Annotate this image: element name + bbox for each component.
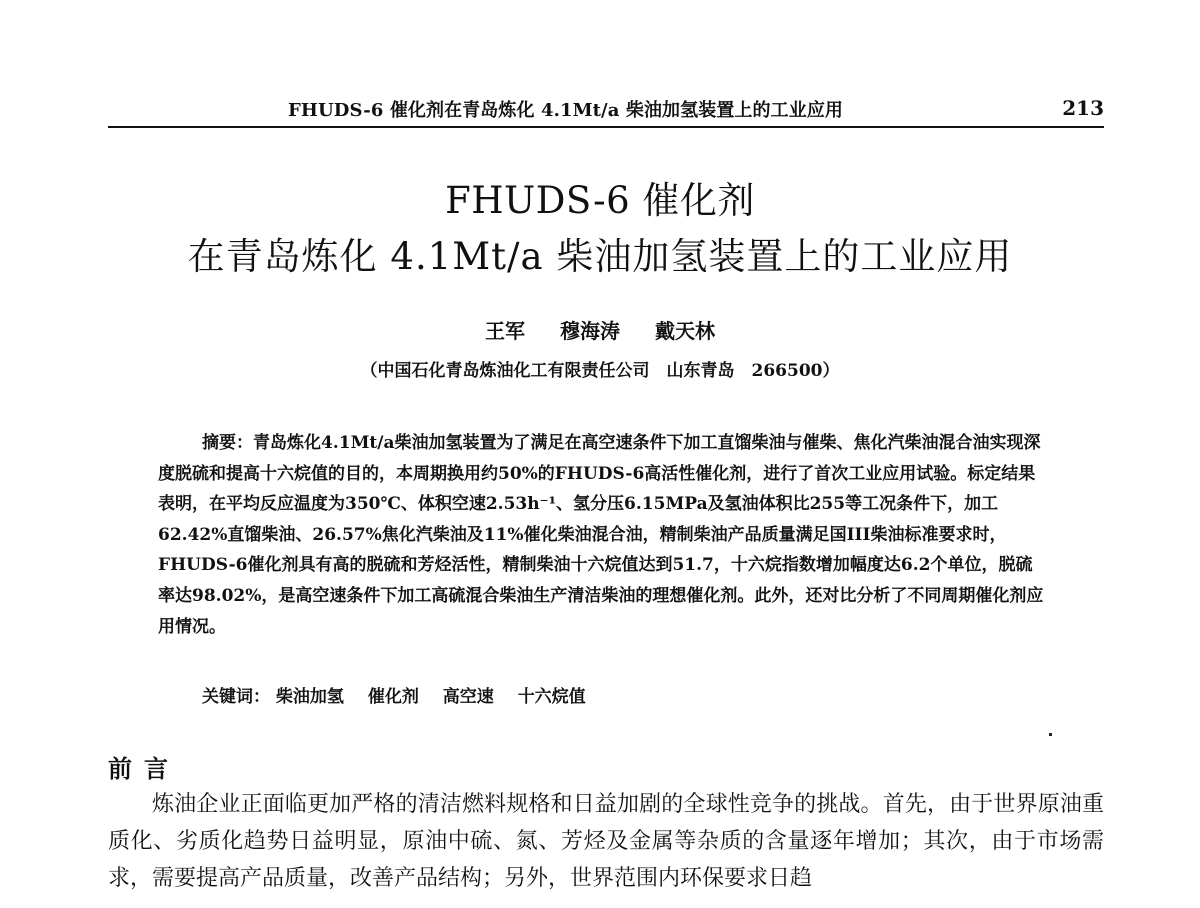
- running-header: [108, 96, 1104, 128]
- author-name: 王军: [485, 319, 526, 343]
- abstract-label: 摘要：: [202, 433, 253, 453]
- body-paragraph: 炼油企业正面临更加严格的清洁燃料规格和日益加剧的全球性竞争的挑战。首先，由于世界原油重质化、劣质化趋势日益明显，原油中硫、氮、芳烃及金属等杂质的含量逐年增加；其次，由于市场需求，需要提高产品质量，改善产品结构；另外，世界范围内环保要求日趋: [108, 792, 1104, 891]
- paper-title-line-2: 在青岛炼化 4.1Mt/a 柴油加氢装置上的工业应用: [187, 235, 1013, 278]
- running-title: FHUDS-6 催化剂在青岛炼化 4.1Mt/a 柴油加氢装置上的工业应用: [288, 100, 844, 121]
- author-affiliation: （中国石化青岛炼油化工有限责任公司 山东青岛 266500）: [360, 361, 840, 381]
- page-number: 213: [1062, 96, 1104, 120]
- keyword: 高空速: [442, 687, 494, 707]
- author-name: 穆海涛: [560, 319, 620, 343]
- section-body: [108, 786, 1104, 908]
- keywords-label: 关键词：: [202, 687, 270, 707]
- abstract: [158, 428, 1048, 642]
- scan-speck: [1049, 733, 1052, 736]
- keyword: 催化剂: [367, 687, 419, 707]
- paper-title-line-1: FHUDS-6 催化剂: [445, 179, 755, 222]
- keyword: 十六烷值: [517, 687, 586, 707]
- abstract-paragraph: [158, 428, 1048, 642]
- author-list: [0, 315, 1200, 344]
- section-heading: 前言: [108, 754, 180, 783]
- keywords: [202, 682, 604, 707]
- keyword: 柴油加氢: [275, 687, 344, 707]
- author-name: 戴天林: [654, 319, 715, 343]
- abstract-text: 青岛炼化4.1Mt/a柴油加氢装置为了满足在高空速条件下加工直馏柴油与催柴、焦化汽柴油混合油实现深度脱硫和提高十六烷值的目的，本周期换用约50%的FHUDS-6高活性催化剂，进行了首次工业应用试验。标定结果表明，在平均反应温度为350℃、体积空速2.53h⁻¹、氢分压6.15MPa及氢油体积比255等工况条件下，加工62.42%直馏柴油、26.57%焦化汽柴油及11%催化柴油混合油，精制柴油产品质量满足国III柴油标准要求时，FHUDS-6催化剂具有高的脱硫和芳烃活性，精制柴油十六烷值达到51.7，十六烷指数增加幅度达6.2个单位，脱硫率达98.02%，是高空速条件下加工高硫混合柴油生产清洁柴油的理想催化剂。此外，还对比分析了不同周期催化剂应用情况。: [158, 433, 1044, 637]
